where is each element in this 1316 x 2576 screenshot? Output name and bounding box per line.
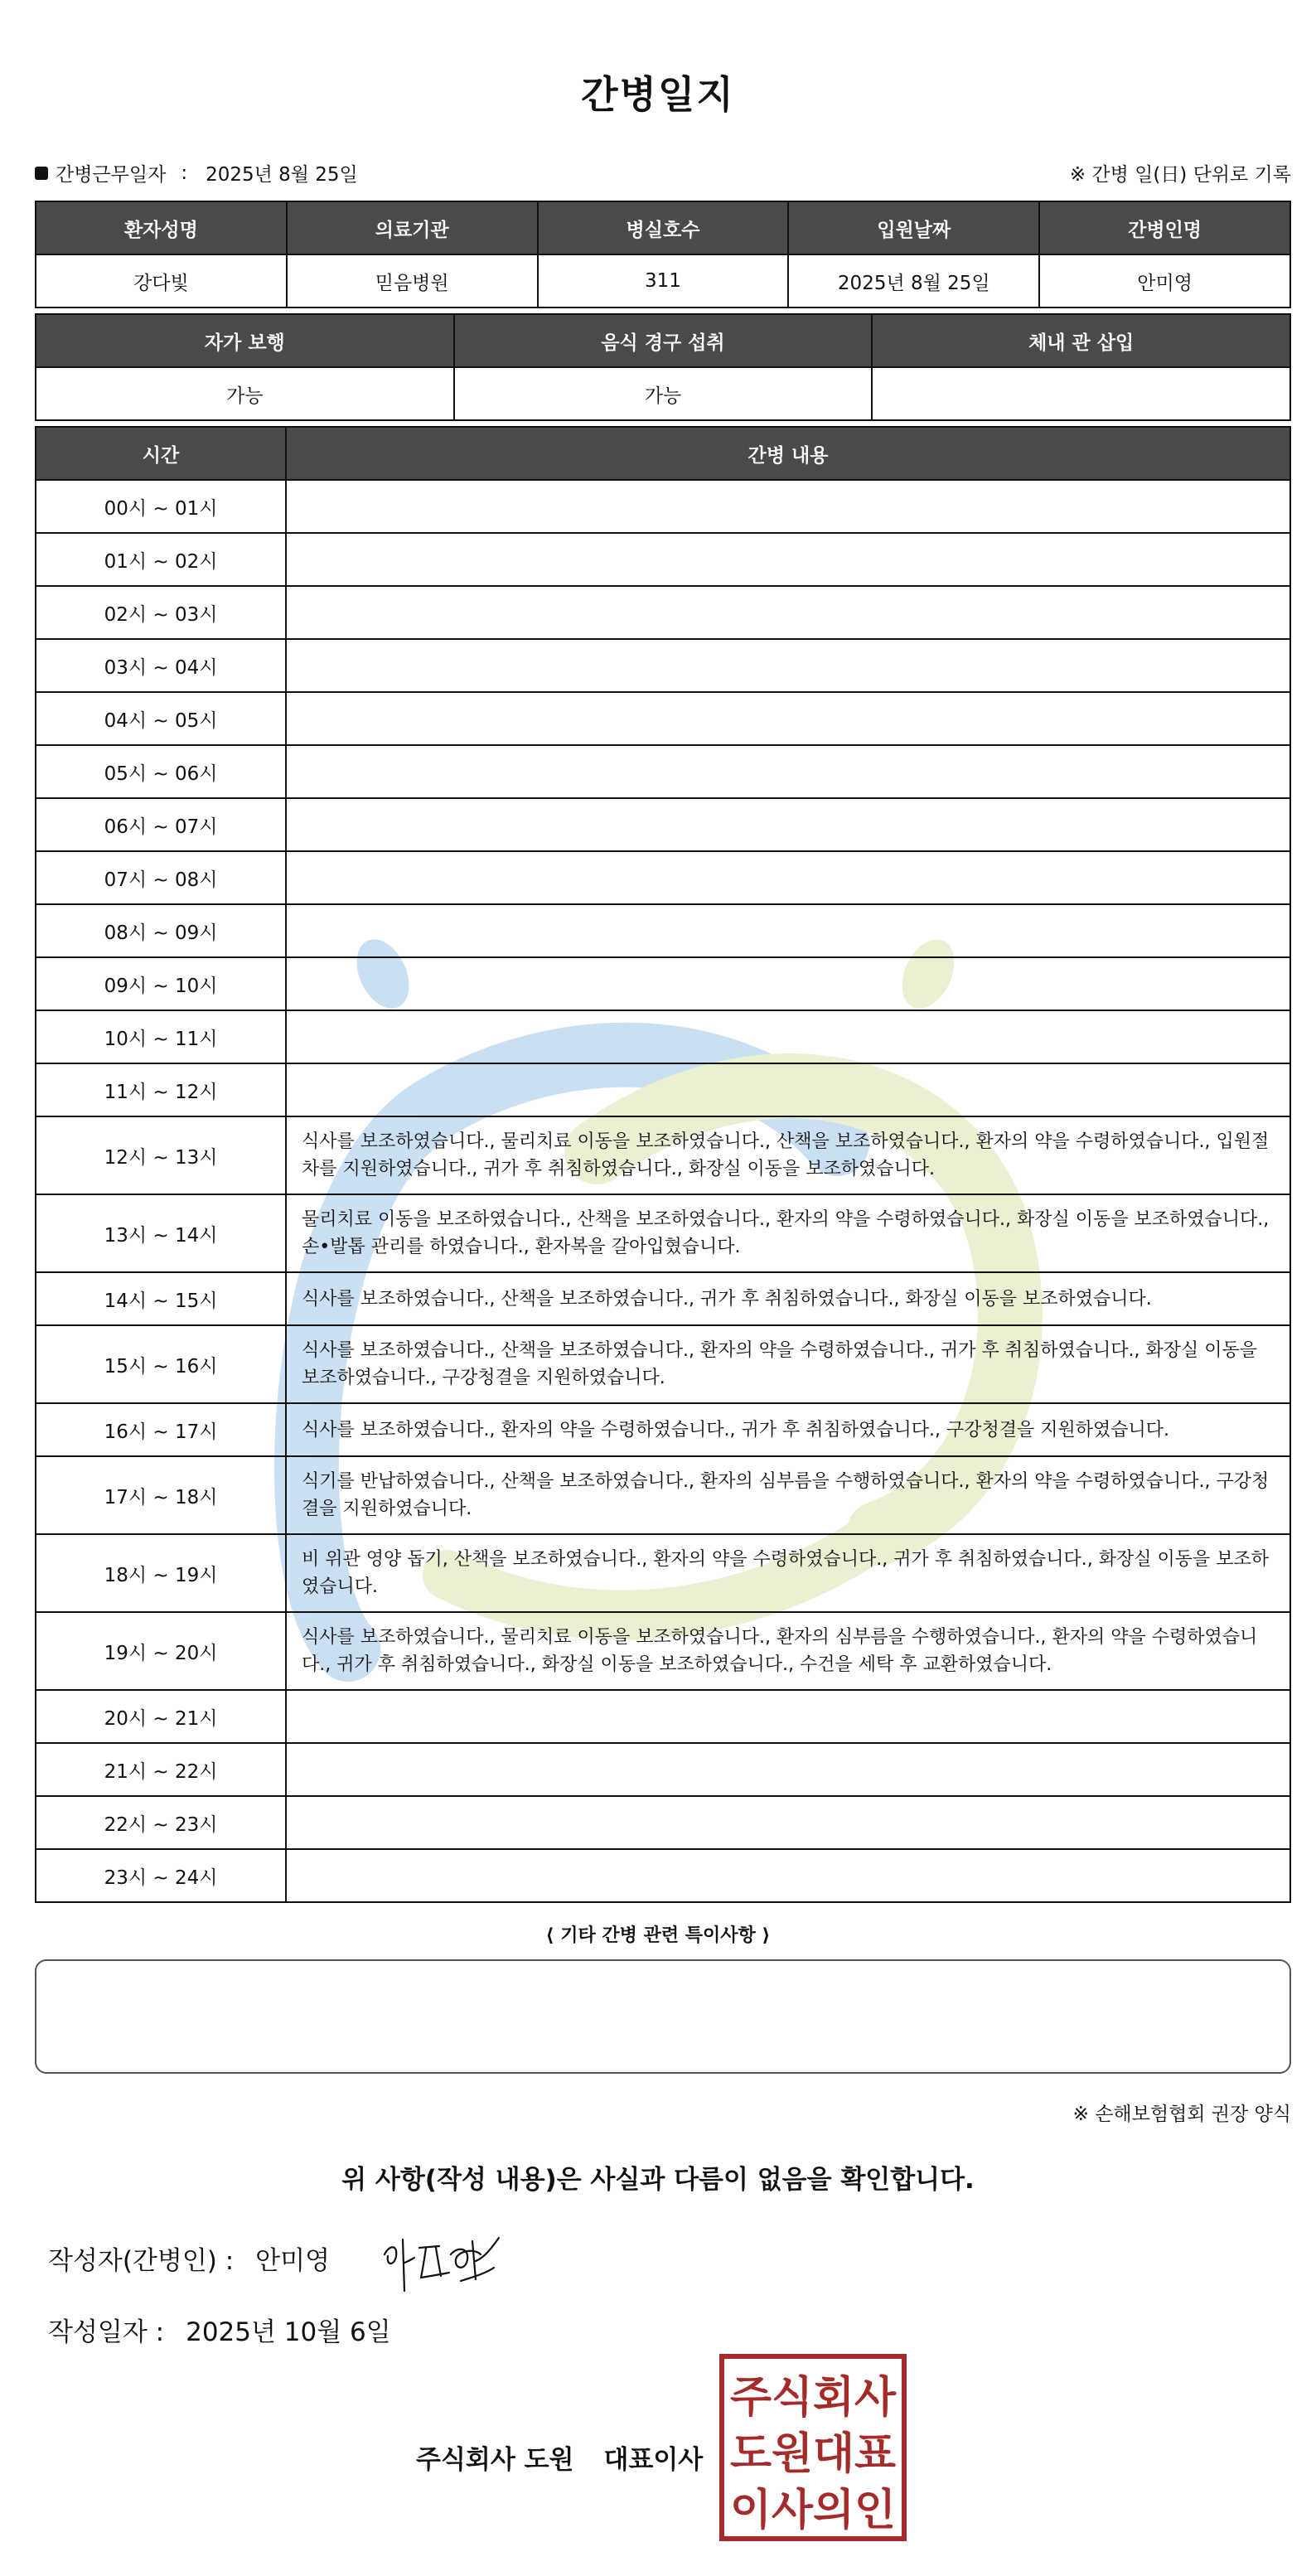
patient-ability-table [35,313,1291,421]
svg-text:이사의인: 이사의인 [730,2486,896,2535]
table-row [36,1010,1290,1063]
special-notes-box [35,1959,1291,2074]
care-time-cell: 03시 ~ 04시 [36,639,286,692]
care-content-cell: 식기를 반납하였습니다., 산책을 보조하였습니다., 환자의 심부름을 수행하였습니다., 환자의 약을 수령하였습니다., 구강청결을 지원하였습니다. [286,1456,1290,1534]
table-row [36,1063,1290,1116]
table-row [36,586,1290,639]
care-content-cell [286,904,1290,957]
special-notes-title: ⟨ 기타 간병 관련 특이사항 ⟩ [545,1925,771,1946]
care-content-cell [286,1849,1290,1902]
company-seal [719,2354,907,2541]
care-log-rows [36,480,1290,1902]
care-log-table [35,426,1291,1903]
care-content-cell: 식사를 보조하였습니다., 물리치료 이동을 보조하였습니다., 환자의 심부름을 수행하였습니다., 환자의 약을 수령하였습니다., 귀가 후 취침하였습니다., 화장실 이동을 보조하였습니다., 수건을 세탁 후 교환하였습니다. [286,1612,1290,1690]
unit-note: ※ 간병 일(日) 단위로 기록 [1069,164,1291,186]
header-caregiver-name: 간병인명 [1039,201,1290,254]
header-admission-date: 입원날짜 [788,201,1039,254]
care-time-cell: 01시 ~ 02시 [36,533,286,586]
care-content-cell [286,480,1290,533]
table-header-row [36,314,1290,367]
table-row [36,692,1290,745]
care-content-cell [286,1063,1290,1116]
care-time-cell: 11시 ~ 12시 [36,1063,286,1116]
care-content-cell [286,957,1290,1010]
header-time: 시간 [36,427,286,480]
table-row [36,851,1290,904]
table-row [36,480,1290,533]
table-row [36,1612,1290,1690]
care-content-cell [286,798,1290,851]
written-date-value: 2025년 10월 6일 [186,2317,391,2347]
care-content-cell: 식사를 보조하였습니다., 산책을 보조하였습니다., 환자의 약을 수령하였습니다., 귀가 후 취침하였습니다., 화장실 이동을 보조하였습니다., 구강청결을 지원하였습니다. [286,1325,1290,1403]
care-time-cell: 18시 ~ 19시 [36,1534,286,1612]
care-time-cell: 14시 ~ 15시 [36,1272,286,1325]
care-time-cell: 16시 ~ 17시 [36,1403,286,1456]
care-time-cell: 21시 ~ 22시 [36,1743,286,1796]
oral-intake-value: 가능 [454,367,873,420]
table-row [36,1194,1290,1272]
table-row [36,1534,1290,1612]
table-row [36,1690,1290,1743]
header-care-content: 간병 내용 [286,427,1290,480]
table-row [36,1116,1290,1194]
care-time-cell: 15시 ~ 16시 [36,1325,286,1403]
tube-insertion-value [872,367,1290,420]
care-content-cell [286,1010,1290,1063]
care-time-cell: 12시 ~ 13시 [36,1116,286,1194]
company-signature [416,2438,703,2476]
header-patient-name: 환자성명 [36,201,287,254]
writer-row [48,2239,330,2277]
table-row [36,367,1290,420]
handwritten-signature [378,2230,506,2294]
table-header-row [36,201,1290,254]
care-time-cell: 04시 ~ 05시 [36,692,286,745]
writer-label: 작성자(간병인) : [48,2246,235,2276]
care-time-cell: 10시 ~ 11시 [36,1010,286,1063]
confirmation-statement: 위 사항(작성 내용)은 사실과 다름이 없음을 확인합니다. [341,2165,975,2195]
table-row [36,254,1290,307]
svg-text:주식회사: 주식회사 [730,2373,897,2423]
written-date-row [48,2311,391,2348]
table-row [36,904,1290,957]
table-row [36,1272,1290,1325]
care-content-cell [286,1796,1290,1849]
table-header-row [36,427,1290,480]
care-time-cell: 09시 ~ 10시 [36,957,286,1010]
table-row [36,1743,1290,1796]
table-row [36,1796,1290,1849]
patient-name: 강다빛 [36,254,287,307]
table-row [36,639,1290,692]
table-row [36,798,1290,851]
care-content-cell: 비 위관 영양 돕기, 산책을 보조하였습니다., 환자의 약을 수령하였습니다., 귀가 후 취침하였습니다., 화장실 이동을 보조하였습니다. [286,1534,1290,1612]
care-content-cell: 식사를 보조하였습니다., 산책을 보조하였습니다., 귀가 후 취침하였습니다., 화장실 이동을 보조하였습니다. [286,1272,1290,1325]
header-self-walking: 자가 보행 [36,314,454,367]
self-walking-value: 가능 [36,367,454,420]
table-row [36,1849,1290,1902]
care-time-cell: 08시 ~ 09시 [36,904,286,957]
work-date-value: 2025년 8월 25일 [206,164,358,186]
header-tube-insertion: 체내 관 삽입 [872,314,1290,367]
care-content-cell [286,639,1290,692]
header-oral-intake: 음식 경구 섭취 [454,314,873,367]
svg-text:도원대표: 도원대표 [730,2429,896,2479]
care-time-cell: 22시 ~ 23시 [36,1796,286,1849]
care-content-cell [286,1690,1290,1743]
patient-info-table [35,201,1291,308]
table-row [36,745,1290,798]
table-row [36,1456,1290,1534]
care-content-cell [286,851,1290,904]
work-date-label: 간병근무일자 [56,164,167,186]
caregiver-name: 안미영 [1039,254,1290,307]
table-row [36,1325,1290,1403]
care-content-cell: 물리치료 이동을 보조하였습니다., 산책을 보조하였습니다., 환자의 약을 수령하였습니다., 화장실 이동을 보조하였습니다., 손•발톱 관리를 하였습니다., 환자복을 갈아입혔습니다. [286,1194,1290,1272]
care-content-cell [286,745,1290,798]
table-row [36,1403,1290,1456]
room-number: 311 [538,254,789,307]
care-content-cell [286,586,1290,639]
care-time-cell: 19시 ~ 20시 [36,1612,286,1690]
page-title: 간병일지 [581,72,735,117]
care-time-cell: 06시 ~ 07시 [36,798,286,851]
admission-date: 2025년 8월 25일 [788,254,1039,307]
care-content-cell: 식사를 보조하였습니다., 물리치료 이동을 보조하였습니다., 산책을 보조하였습니다., 환자의 약을 수령하였습니다., 입원절차를 지원하였습니다., 귀가 후 취침하였습니다., 화장실 이동을 보조하였습니다. [286,1116,1290,1194]
care-content-cell [286,533,1290,586]
work-date-separator: : [181,162,188,184]
care-time-cell: 20시 ~ 21시 [36,1690,286,1743]
care-content-cell [286,692,1290,745]
company-name: 주식회사 도원 [416,2445,574,2475]
care-time-cell: 02시 ~ 03시 [36,586,286,639]
written-date-label: 작성일자 : [48,2317,165,2347]
care-time-cell: 07시 ~ 08시 [36,851,286,904]
writer-name: 안미영 [255,2246,331,2276]
care-time-cell: 13시 ~ 14시 [36,1194,286,1272]
care-time-cell: 23시 ~ 24시 [36,1849,286,1902]
hospital: 믿음병원 [287,254,538,307]
care-content-cell [286,1743,1290,1796]
care-time-cell: 17시 ~ 18시 [36,1456,286,1534]
work-date [35,159,358,186]
form-note: ※ 손해보험협회 권장 양식 [1072,2104,1291,2125]
meta-row [35,159,1291,189]
bullet-square-icon [35,167,48,180]
care-time-cell: 00시 ~ 01시 [36,480,286,533]
company-representative-title: 대표이사 [603,2445,704,2475]
care-time-cell: 05시 ~ 06시 [36,745,286,798]
care-content-cell: 식사를 보조하였습니다., 환자의 약을 수령하였습니다., 귀가 후 취침하였습니다., 구강청결을 지원하였습니다. [286,1403,1290,1456]
header-room-number: 병실호수 [538,201,789,254]
table-row [36,957,1290,1010]
header-hospital: 의료기관 [287,201,538,254]
table-row [36,533,1290,586]
